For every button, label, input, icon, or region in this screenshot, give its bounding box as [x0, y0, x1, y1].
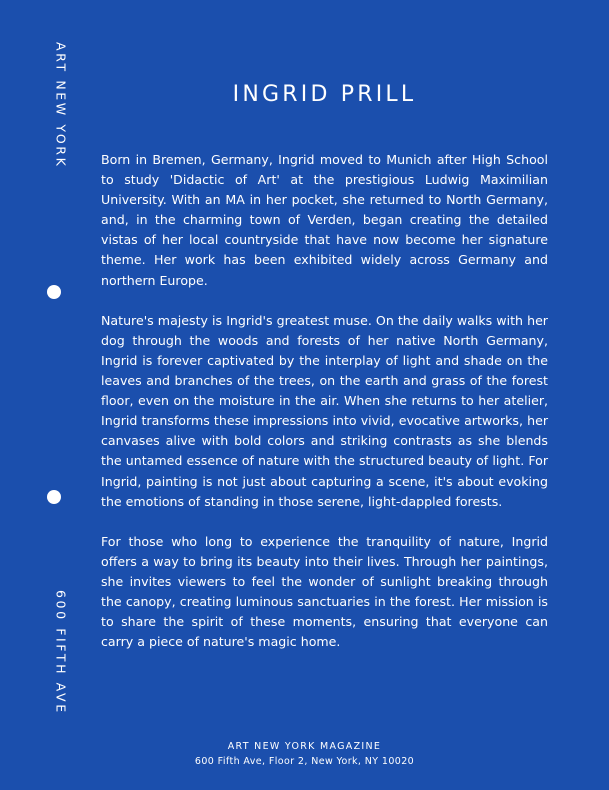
side-label-top: ART NEW YORK — [53, 42, 69, 169]
paragraph: Born in Bremen, Germany, Ingrid moved to Munich after High School to study 'Didactic of Art' at the prestigious Ludwig Maximilian University. With an MA in her pocket, she returned to North Germany, and, in the charming town of Verden, began creating the detailed vistas of her local countryside that have now become her signature theme. Her work has been exhibited widely across Germany and northern Europe. — [101, 152, 548, 288]
paragraph: Nature's majesty is Ingrid's greatest muse. On the daily walks with her dog through the woods and forests of her native North Germany, Ingrid is forever captivated by the interplay of light and shade on the leaves and branches of the trees, on the earth and grass of the forest floor, even on the moisture in the air. When she returns to her atelier, Ingrid transforms these impressions into vivid, evocative artworks, her canvases alive with bold colors and striking contrasts as she blends the untamed essence of nature with the structured beauty of light. For Ingrid, painting is not just about capturing a scene, it's about evoking the emotions of standing in those serene, light-dappled forests. — [101, 312, 548, 509]
footer-address: 600 Fifth Ave, Floor 2, New York, NY 10020 — [194, 756, 415, 767]
footer-title: ART NEW YORK MAGAZINE — [227, 741, 382, 752]
decorative-dot — [47, 490, 61, 504]
side-label-bottom: 600 FIFTH AVE — [53, 590, 69, 715]
article-body — [101, 150, 548, 672]
footer — [0, 740, 609, 770]
paragraph: For those who long to experience the tranquility of nature, Ingrid offers a way to bring its beauty into their lives. Through her paintings, she invites viewers to feel the wonder of sunlight breaking through the canopy, creating luminous sanctuaries in the forest. Her mission is to share the spirit of these moments, ensuring that everyone can carry a piece of nature's magic home. — [101, 533, 548, 650]
decorative-dot — [47, 285, 61, 299]
page-title: INGRID PRILL — [232, 82, 417, 107]
